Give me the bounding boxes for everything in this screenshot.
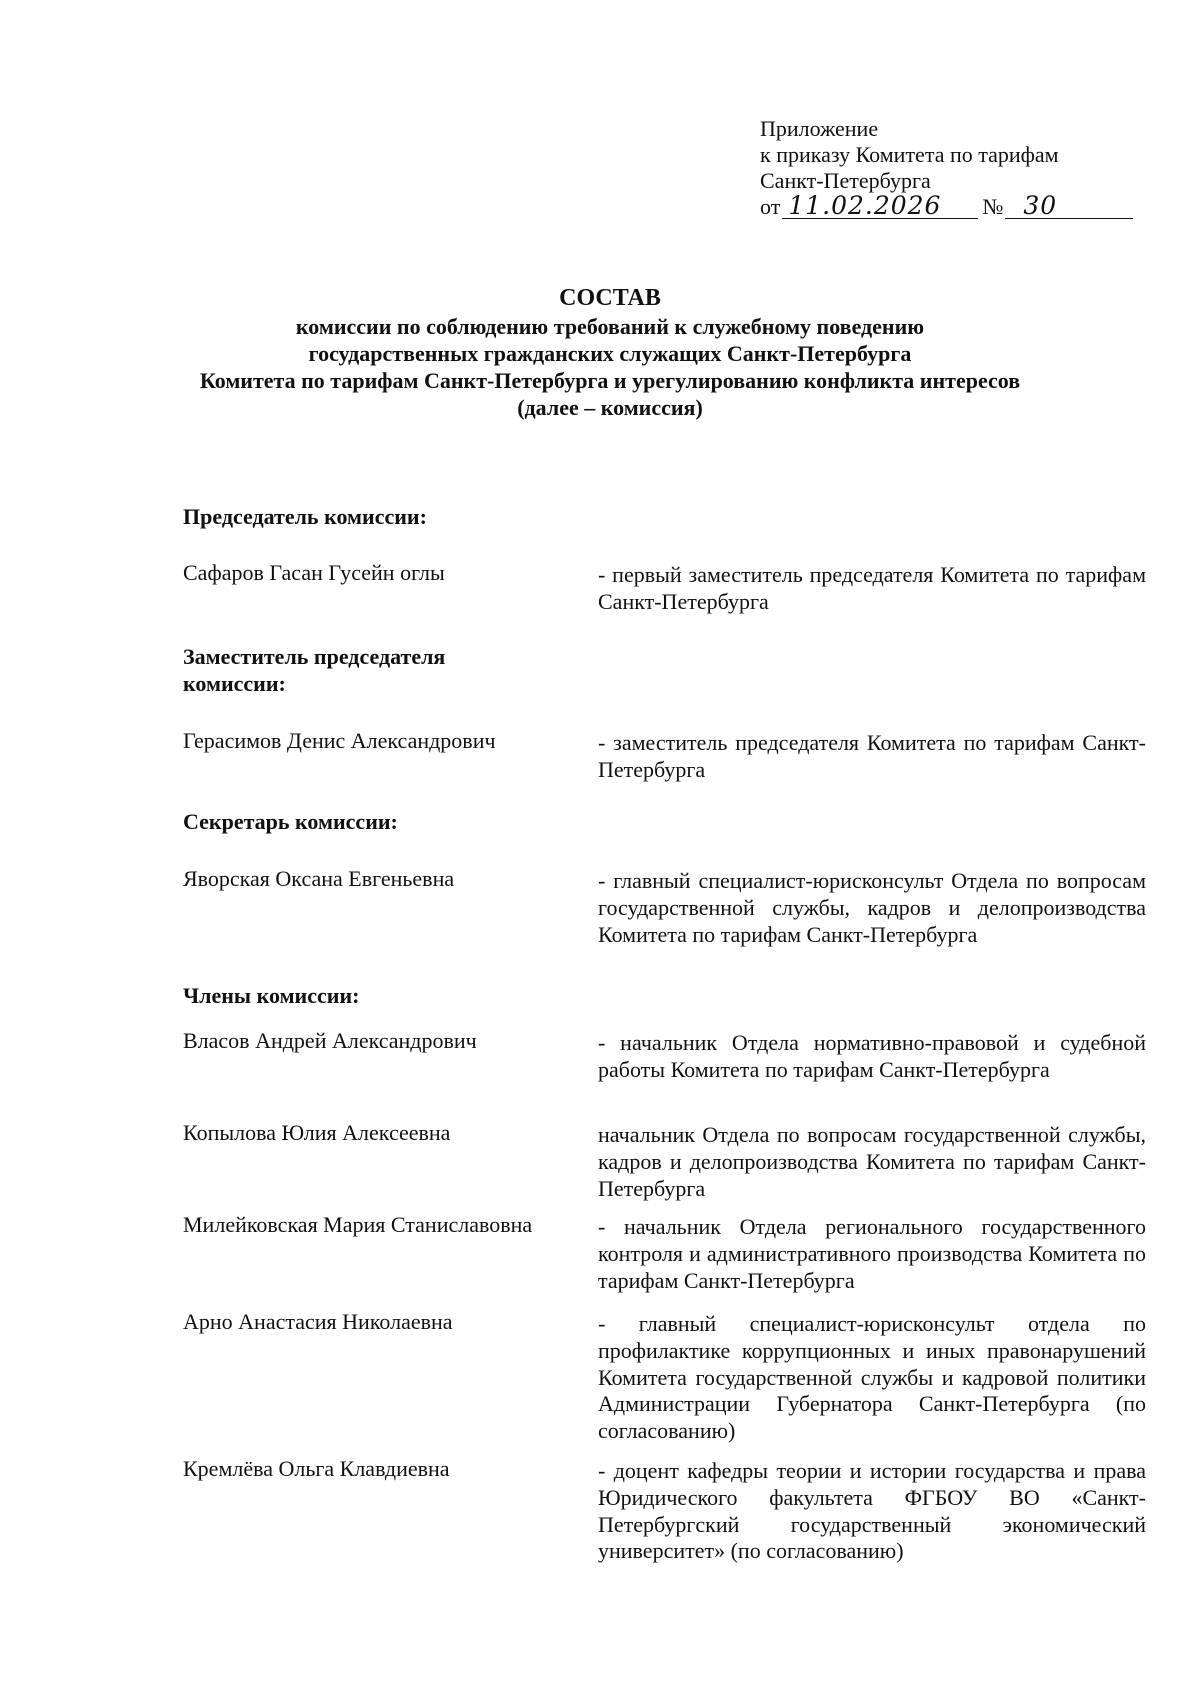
member-name: Копылова Юлия Алексеевна — [183, 1120, 451, 1145]
document-title: СОСТАВ — [559, 285, 661, 311]
title-line-4: (далее – комиссия) — [517, 395, 703, 420]
appendix-block — [760, 116, 1150, 220]
chairman-name: Сафаров Гасан Гусейн оглы — [183, 560, 445, 585]
document-title-block — [180, 283, 1040, 421]
appendix-city: Санкт-Петербурга — [760, 168, 931, 193]
member-name: Арно Анастасия Николаевна — [183, 1309, 453, 1334]
number-label: № — [982, 194, 1004, 219]
deputy-heading-line-1: Заместитель председателя — [183, 644, 446, 669]
deputy-heading-line-2: комиссии: — [183, 671, 286, 696]
from-label: от — [760, 194, 781, 219]
deputy-name: Герасимов Денис Александрович — [183, 728, 496, 753]
members-heading: Члены комиссии: — [183, 983, 360, 1008]
member-role: - главный специалист-юрисконсульт отдела по профилактике коррупционных и иных правонарушений Комитета государственной службы и кадровой политики Администрации Губернатора Санкт-Петербурга (по согласованию) — [598, 1311, 1146, 1444]
chairman-role: - первый заместитель председателя Комитета по тарифам Санкт-Петербурга — [598, 562, 1146, 614]
secretary-name: Яворская Оксана Евгеньевна — [183, 866, 455, 891]
title-line-1: комиссии по соблюдению требований к служебному поведению — [295, 314, 925, 339]
secretary-heading: Секретарь комиссии: — [183, 809, 398, 834]
title-line-2: государственных гражданских служащих Санкт-Петербурга — [308, 341, 912, 366]
chairman-heading: Председатель комиссии: — [183, 504, 427, 529]
member-name: Власов Андрей Александрович — [183, 1028, 477, 1053]
order-date-number-line — [760, 191, 1150, 220]
appendix-order-ref: к приказу Комитета по тарифам — [760, 142, 1059, 167]
member-name: Милейковская Мария Станиславовна — [183, 1212, 533, 1237]
secretary-role: - главный специалист-юрисконсульт Отдела по вопросам государственной службы, кадров и делопроизводства Комитета по тарифам Санкт-Петербурга — [598, 868, 1146, 947]
member-role: - начальник Отдела регионального государственного контроля и административного производства Комитета по тарифам Санкт-Петербурга — [598, 1214, 1146, 1293]
deputy-role: - заместитель председателя Комитета по тарифам Санкт-Петербурга — [598, 730, 1146, 782]
member-role: начальник Отдела по вопросам государственной службы, кадров и делопроизводства Комитета по тарифам Санкт-Петербурга — [598, 1122, 1146, 1201]
member-role: - доцент кафедры теории и истории государства и права Юридического факультета ФГБОУ ВО «Санкт-Петербургский государственный экономический университет» (по согласованию) — [598, 1458, 1146, 1564]
order-number-handwritten: 30 — [1005, 194, 1133, 219]
order-date-handwritten: 11.02.2026 — [782, 194, 978, 219]
title-line-3: Комитета по тарифам Санкт-Петербурга и урегулированию конфликта интересов — [199, 368, 1021, 393]
member-role: - начальник Отдела нормативно-правовой и судебной работы Комитета по тарифам Санкт-Петербурга — [598, 1030, 1146, 1082]
member-name: Кремлёва Ольга Клавдиевна — [183, 1456, 450, 1481]
appendix-title: Приложение — [760, 116, 879, 141]
